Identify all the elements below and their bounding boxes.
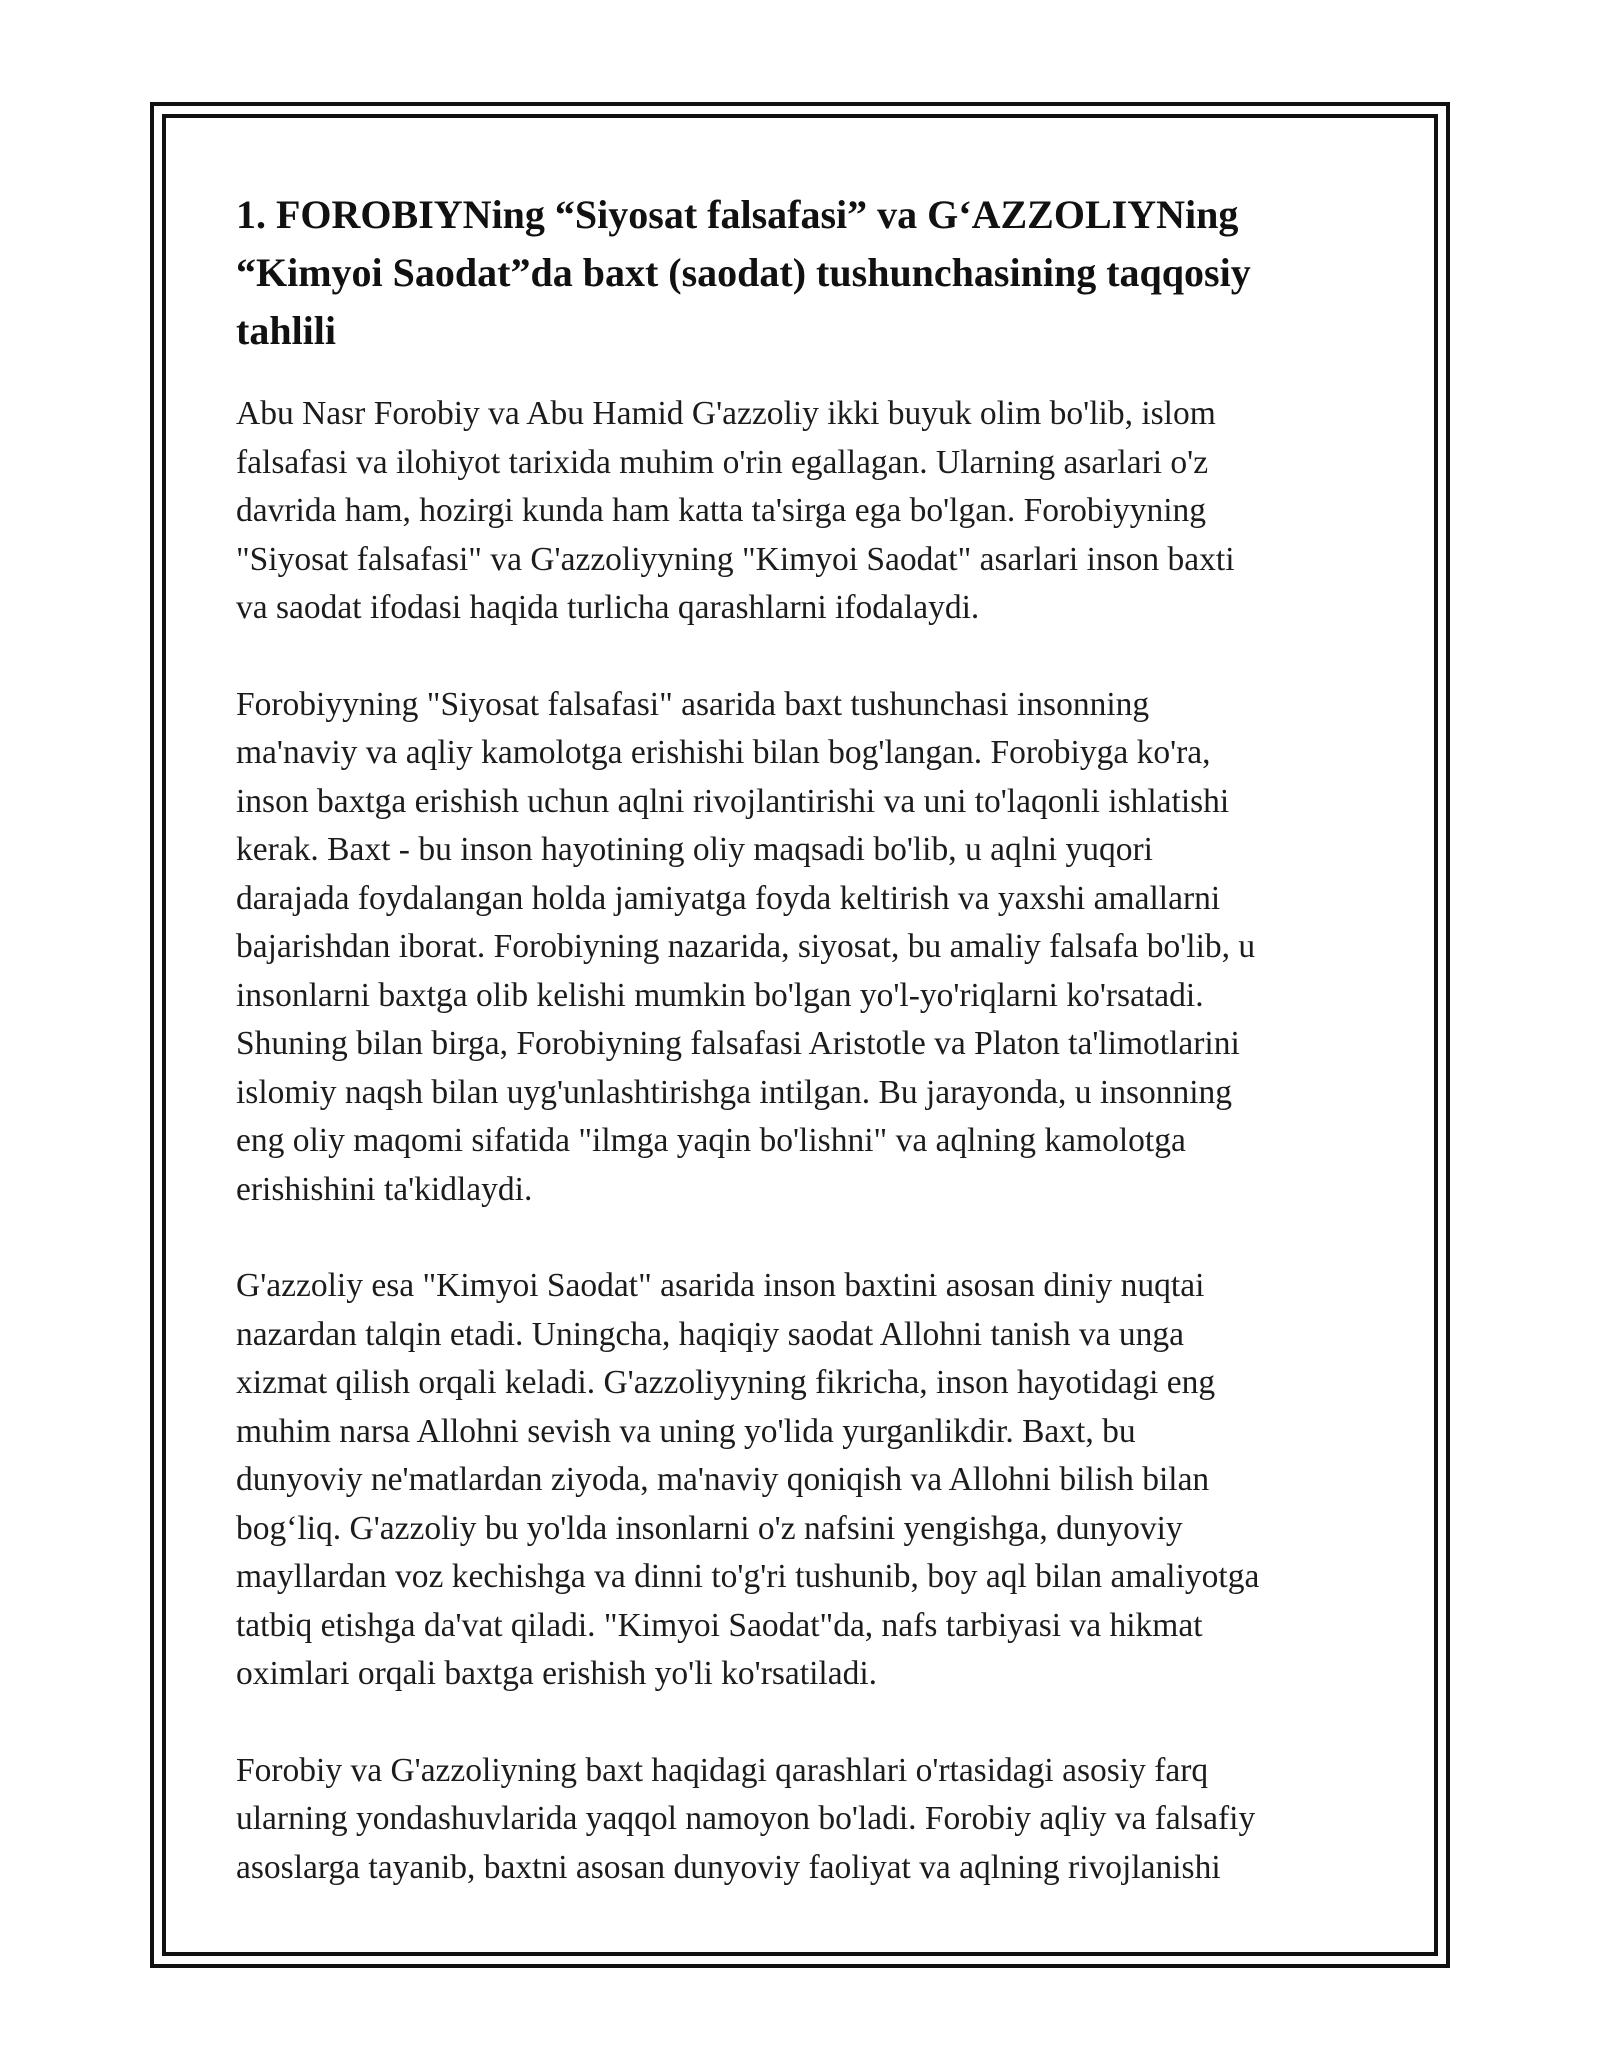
text-line: erishishini ta'kidlaydi. bbox=[236, 1170, 533, 1208]
text-line: "Siyosat falsafasi" va G'azzoliyyning "Kimyoi Saodat" asarlari inson baxti bbox=[236, 540, 1235, 578]
paragraph-comparison bbox=[236, 1747, 1376, 1893]
paragraph-intro bbox=[236, 390, 1376, 633]
text-line: eng oliy maqomi sifatida "ilmga yaqin bo'lishni" va aqlning kamolotga bbox=[236, 1122, 1186, 1159]
text-line: nazardan talqin etadi. Uningcha, haqiqiy saodat Allohni tanish va unga bbox=[236, 1315, 1184, 1353]
text-line: ularning yondashuvlarida yaqqol namoyon bo'ladi. Forobiy aqliy va falsafiy bbox=[236, 1800, 1256, 1837]
document-title bbox=[236, 186, 1376, 360]
paragraph-forobiy bbox=[236, 681, 1376, 1215]
title-line: 1. FOROBIYNing “Siyosat falsafasi” va G‘AZZOLIYNing bbox=[236, 192, 1239, 237]
text-line: Forobiyyning "Siyosat falsafasi" asarida baxt tushunchasi insonning bbox=[236, 685, 1150, 723]
text-line: va saodat ifodasi haqida turlicha qarashlarni ifodalaydi. bbox=[236, 589, 980, 626]
text-line: bog‘liq. G'azzoliy bu yo'lda insonlarni o'z nafsini yengishga, dunyoviy bbox=[236, 1509, 1183, 1547]
text-line: mayllardan voz kechishga va dinni to'g'ri tushunib, boy aql bilan amaliyotga bbox=[236, 1558, 1260, 1595]
document-body bbox=[236, 186, 1376, 1940]
text-line: insonlarni baxtga olib kelishi mumkin bo'lgan yo'l-yo'riqlarni ko'rsatadi. bbox=[236, 976, 1204, 1014]
text-line: davrida ham, hozirgi kunda ham katta ta'sirga ega bo'lgan. Forobiyyning bbox=[236, 492, 1207, 529]
title-line: tahlili bbox=[236, 308, 337, 353]
text-line: Abu Nasr Forobiy va Abu Hamid G'azzoliy ikki buyuk olim bo'lib, islom bbox=[236, 395, 1216, 432]
paragraph-gazzoliy bbox=[236, 1262, 1376, 1699]
text-line: ma'naviy va aqliy kamolotga erishishi bilan bog'langan. Forobiyga ko'ra, bbox=[236, 734, 1211, 771]
text-line: kerak. Baxt - bu inson hayotining oliy maqsadi bo'lib, u aqlni yuqori bbox=[236, 831, 1153, 868]
text-line: muhim narsa Allohni sevish va uning yo'lida yurganlikdir. Baxt, bu bbox=[236, 1412, 1136, 1450]
text-line: islomiy naqsh bilan uyg'unlashtirishga intilgan. Bu jarayonda, u insonning bbox=[236, 1073, 1233, 1111]
text-line: inson baxtga erishish uchun aqlni rivojlantirishi va uni to'laqonli ishlatishi bbox=[236, 782, 1230, 820]
text-line: bajarishdan iborat. Forobiyning nazarida, siyosat, bu amaliy falsafa bo'lib, u bbox=[236, 928, 1256, 965]
text-line: tatbiq etishga da'vat qiladi. "Kimyoi Saodat"da, nafs tarbiyasi va hikmat bbox=[236, 1606, 1203, 1644]
text-line: dunyoviy ne'matlardan ziyoda, ma'naviy qoniqish va Allohni bilish bilan bbox=[236, 1461, 1210, 1498]
text-line: oximlari orqali baxtga erishish yo'li ko'rsatiladi. bbox=[236, 1655, 877, 1692]
text-line: Shuning bilan birga, Forobiyning falsafasi Aristotle va Platon ta'limotlarini bbox=[236, 1025, 1240, 1062]
text-line: xizmat qilish orqali keladi. G'azzoliyyning fikricha, inson hayotidagi eng bbox=[236, 1364, 1216, 1401]
title-line: “Kimyoi Saodat”da baxt (saodat) tushunchasining taqqosiy bbox=[236, 250, 1251, 295]
text-line: G'azzoliy esa "Kimyoi Saodat" asarida inson baxtini asosan diniy nuqtai bbox=[236, 1267, 1205, 1304]
text-line: falsafasi va ilohiyot tarixida muhim o'rin egallagan. Ularning asarlari o'z bbox=[236, 443, 1209, 481]
text-line: darajada foydalangan holda jamiyatga foyda keltirish va yaxshi amallarni bbox=[236, 879, 1221, 917]
text-line: asoslarga tayanib, baxtni asosan dunyoviy faoliyat va aqlning rivojlanishi bbox=[236, 1848, 1221, 1886]
text-line: Forobiy va G'azzoliyning baxt haqidagi qarashlari o'rtasidagi asosiy farq bbox=[236, 1751, 1209, 1789]
